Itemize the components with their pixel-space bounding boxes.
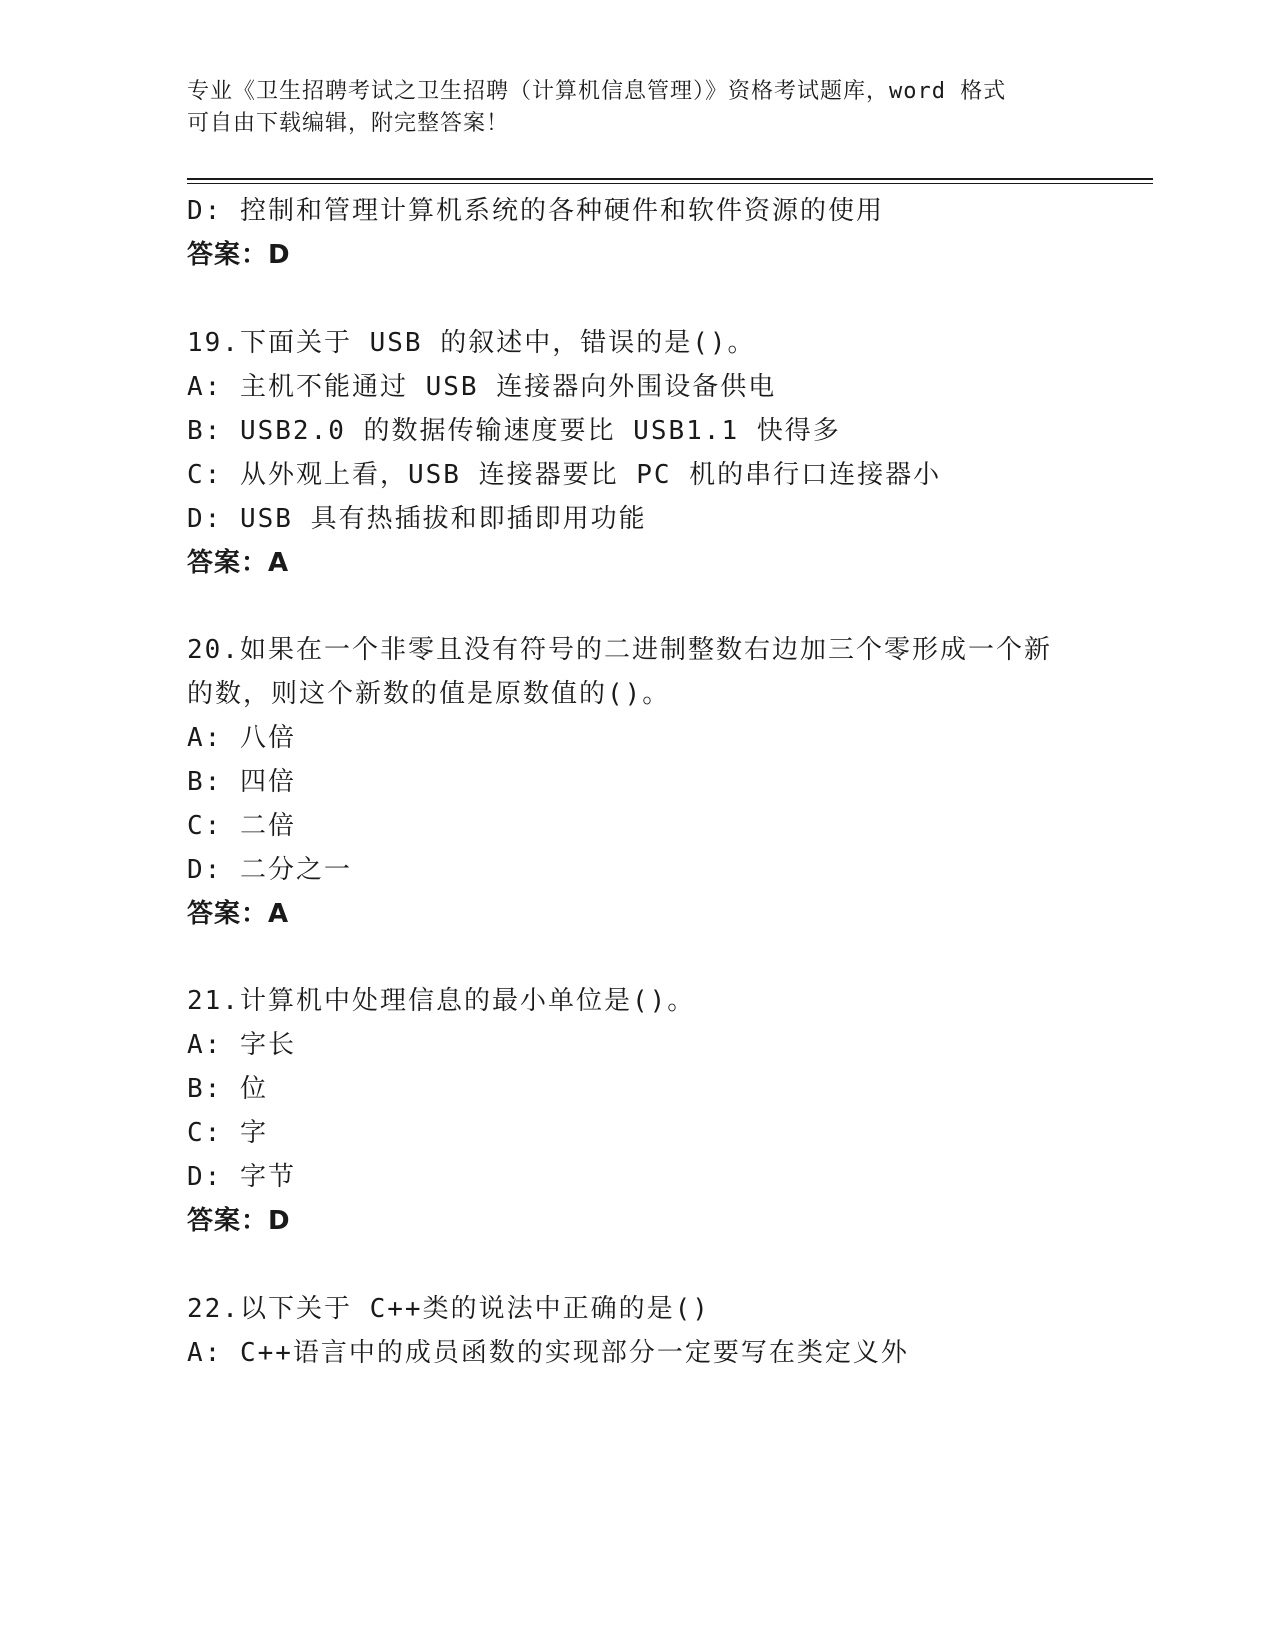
q20-option-c: C: 二倍 [187, 811, 296, 841]
header-line-1: 专业《卫生招聘考试之卫生招聘（计算机信息管理）》资格考试题库，word 格式 [187, 79, 1007, 104]
q19-question: 19.下面关于 USB 的叙述中，错误的是()。 [187, 328, 756, 358]
q21-question: 21.计算机中处理信息的最小单位是()。 [187, 986, 696, 1016]
header-rule-thick [187, 178, 1153, 180]
q21-option-a: A: 字长 [187, 1030, 296, 1060]
q21-option-c: C: 字 [187, 1118, 268, 1148]
q20-option-a: A: 八倍 [187, 723, 296, 753]
q20-option-d: D: 二分之一 [187, 855, 352, 885]
q18-option-d: D: 控制和管理计算机系统的各种硬件和软件资源的使用 [187, 196, 884, 226]
q20-option-b: B: 四倍 [187, 767, 296, 797]
header-line-2: 可自由下载编辑，附完整答案！ [187, 111, 510, 136]
q19-option-b: B: USB2.0 的数据传输速度要比 USB1.1 快得多 [187, 416, 841, 446]
q20-question-line-2: 的数，则这个新数的值是原数值的()。 [187, 679, 671, 709]
q21-answer: 答案：D [187, 1206, 291, 1236]
q20-question-line-1: 20.如果在一个非零且没有符号的二进制整数右边加三个零形成一个新 [187, 635, 1052, 665]
q20-answer: 答案：A [187, 899, 290, 929]
q19-option-d: D: USB 具有热插拔和即插即用功能 [187, 504, 647, 534]
q18-answer: 答案：D [187, 240, 291, 270]
q19-answer: 答案：A [187, 548, 290, 578]
q21-option-d: D: 字节 [187, 1162, 296, 1192]
q19-option-a: A: 主机不能通过 USB 连接器向外围设备供电 [187, 372, 777, 402]
q19-option-c: C: 从外观上看，USB 连接器要比 PC 机的串行口连接器小 [187, 460, 942, 490]
q22-question: 22.以下关于 C++类的说法中正确的是() [187, 1294, 710, 1324]
header-rule-thin [187, 183, 1153, 184]
q22-option-a: A: C++语言中的成员函数的实现部分一定要写在类定义外 [187, 1338, 909, 1368]
q21-option-b: B: 位 [187, 1074, 268, 1104]
document-header [187, 76, 1087, 140]
